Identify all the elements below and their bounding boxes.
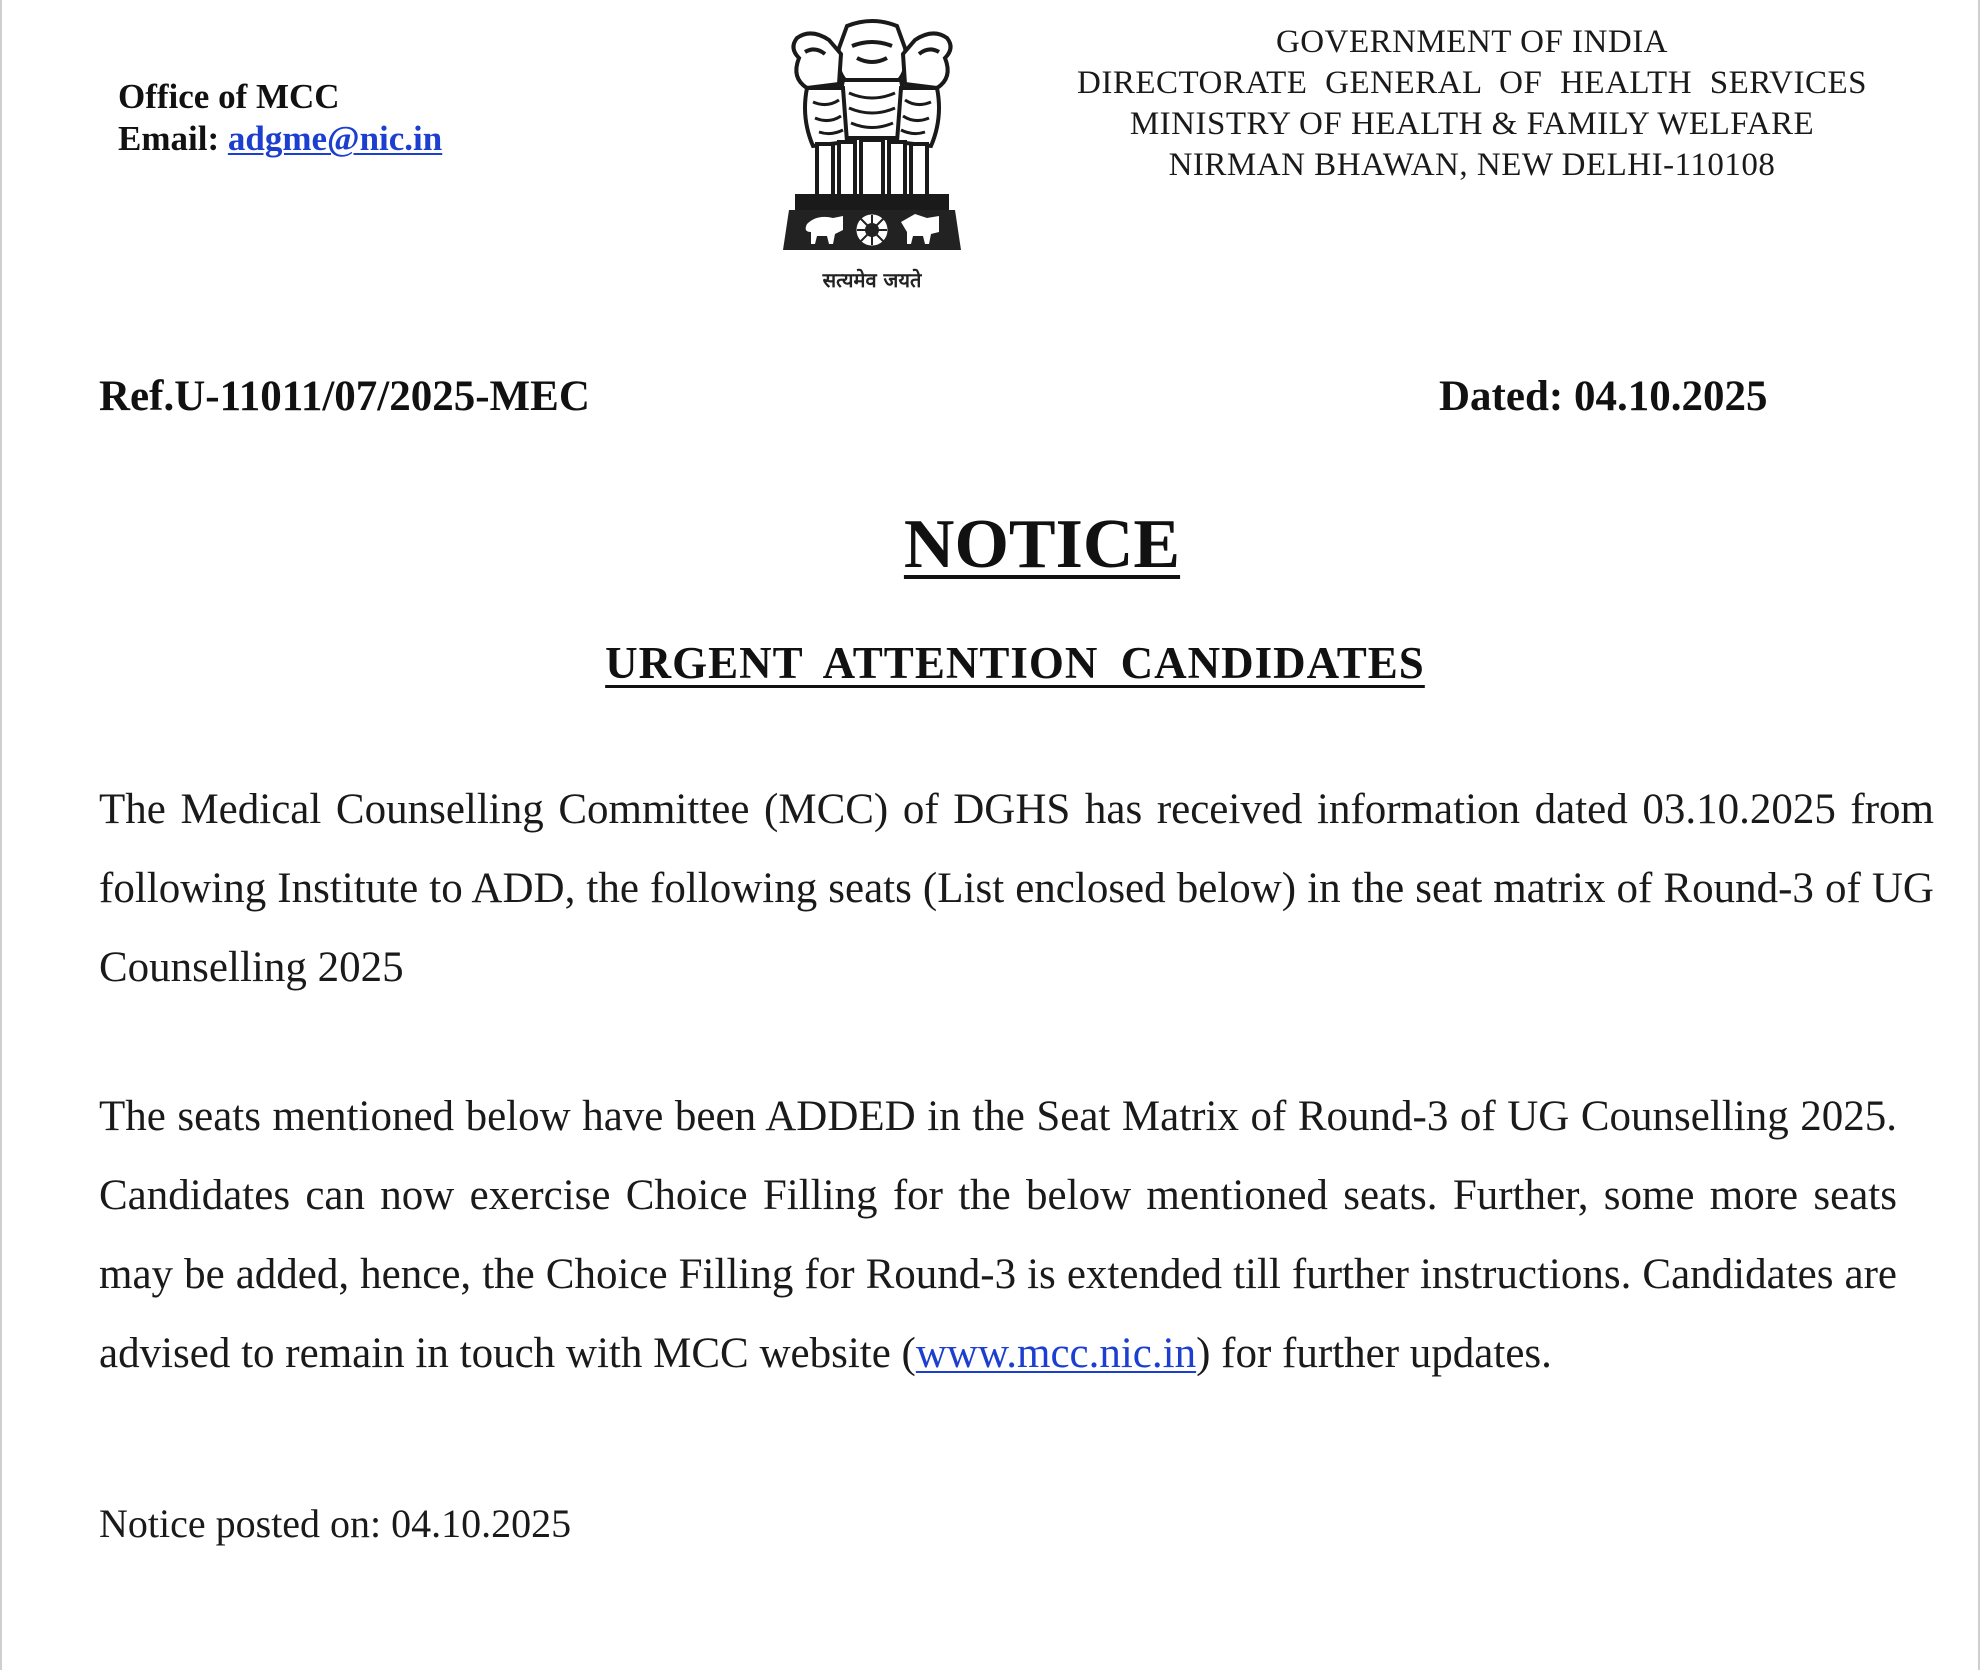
mcc-website-link[interactable]: www.mcc.nic.in — [915, 1330, 1197, 1377]
emblem-motto: सत्यमेव जयते — [822, 268, 922, 292]
posted-date: 04.10.2025 — [391, 1501, 572, 1546]
national-emblem — [777, 18, 967, 298]
notice-subtitle: URGENT ATTENTION CANDIDATES — [605, 638, 1425, 688]
govt-line-1: GOVERNMENT OF INDIA — [1275, 24, 1669, 60]
dated-line — [1439, 372, 1767, 421]
posted-label: Notice posted on: — [99, 1501, 382, 1546]
notice-title: NOTICE — [903, 506, 1181, 583]
email-line — [118, 118, 442, 160]
paragraph-1: The Medical Counselling Committee (MCC) of DGHS has received information dated 03.10.2025 from following Institute to ADD, the following seats (List enclosed below) in the seat matrix of Round-3 of UG Counselling 2025 — [99, 786, 1934, 991]
notice-posted-line — [99, 1500, 571, 1547]
office-title: Office of MCC — [118, 77, 340, 116]
government-header — [1002, 22, 1942, 186]
govt-line-2: DIRECTORATE GENERAL OF HEALTH SERVICES — [1077, 65, 1867, 101]
paragraph-2-text: The seats mentioned below have been ADDED in the Seat Matrix of Round-3 of UG Counselling 2025. Candidates can now exercise Choice Filling for the below mentioned seats. Further, some more seats may be added, hence, the Choice Filling for Round-3 is extended till further instructions. Candidates are advised to remain in touch with MCC website ( — [99, 1093, 1897, 1377]
date-label: Dated: — [1439, 373, 1564, 420]
govt-line-4: NIRMAN BHAWAN, NEW DELHI-110108 — [1168, 147, 1776, 183]
reference-number: Ref.U-11011/07/2025-MEC — [99, 373, 590, 420]
paragraph-2-tail: ) for further updates. — [1196, 1330, 1552, 1377]
email-link[interactable]: adgme@nic.in — [227, 119, 443, 158]
lion-capital-emblem-icon — [777, 18, 967, 258]
paragraph-2 — [99, 1077, 1897, 1393]
office-block — [118, 76, 442, 160]
date-value: 04.10.2025 — [1573, 373, 1768, 420]
govt-line-3: MINISTRY OF HEALTH & FAMILY WELFARE — [1129, 106, 1815, 142]
email-label: Email: — [118, 119, 220, 158]
